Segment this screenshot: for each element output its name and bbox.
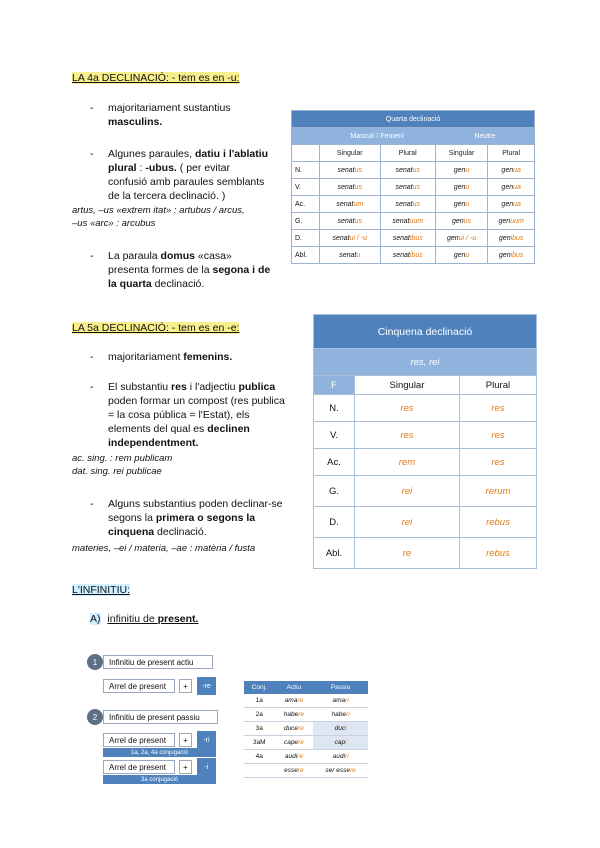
- word-stem: senat: [337, 217, 355, 225]
- table-row: [314, 449, 537, 476]
- example-line: ac. sing. : rem publicam: [72, 453, 173, 464]
- conjugation-label: 2a: [244, 708, 275, 722]
- word-stem: duc: [334, 725, 346, 732]
- infinitiu-title: [72, 584, 130, 596]
- passive-form: [313, 694, 368, 708]
- word-ending: us: [354, 183, 363, 191]
- case-label: G.: [292, 213, 320, 230]
- column-header: Singular: [355, 376, 460, 395]
- cinquena-declinacio-table: [313, 314, 537, 569]
- table-cell: [435, 179, 488, 196]
- word-ending: um: [353, 200, 364, 208]
- singular-form: rem: [355, 449, 460, 476]
- table-row: [244, 736, 368, 750]
- word-stem: gen: [453, 251, 466, 259]
- text-bold: domus: [160, 250, 195, 262]
- word-form: [338, 184, 363, 191]
- example-line: artus, –us «extrem itat» : artubus / arcus,: [72, 205, 245, 216]
- gender-header: F: [314, 376, 355, 395]
- case-label: D.: [292, 230, 320, 247]
- word-form: [499, 218, 524, 225]
- word-form: [393, 252, 423, 259]
- bullet-4a-1: [90, 101, 288, 129]
- word-form: [501, 201, 520, 208]
- word-stem: senat: [336, 200, 354, 208]
- table-cell: [380, 179, 435, 196]
- group-header: Masculí / Femení: [319, 128, 435, 145]
- word-ending: ri: [345, 697, 349, 704]
- text: majoritariament sustantius: [108, 102, 231, 114]
- case-label: Abl.: [314, 538, 355, 569]
- table-cell: [380, 196, 435, 213]
- word-ending: re: [350, 767, 356, 774]
- table-cell: [488, 162, 535, 179]
- text: poden formar un compost (res publica: [108, 395, 285, 407]
- column-header: Singular: [435, 145, 488, 162]
- word-form: [452, 218, 471, 225]
- text-bold: -ubus.: [145, 162, 177, 174]
- passive-form: [313, 736, 368, 750]
- plural-form: res: [459, 422, 536, 449]
- word-form: [499, 235, 524, 242]
- text: :: [136, 162, 146, 174]
- passive-form: [313, 708, 368, 722]
- table-row: [292, 213, 535, 230]
- word-form: [454, 201, 470, 208]
- word-form: [395, 184, 420, 191]
- word-stem: habe: [331, 711, 347, 718]
- section-5a-title-text: LA 5a DECLINACIÓ: - tem es en -e:: [72, 322, 240, 334]
- conjugation-label: 3aM: [244, 736, 275, 750]
- word-stem: gen: [453, 183, 466, 191]
- word-ending: u: [465, 166, 470, 174]
- word-stem: senat: [395, 200, 413, 208]
- word-stem: ama: [332, 697, 346, 704]
- singular-form: res: [355, 395, 460, 422]
- word-ending: re: [298, 725, 304, 732]
- word-form: [339, 252, 360, 259]
- word-stem: audi: [332, 753, 345, 760]
- active-form: [275, 750, 314, 764]
- word-ending: ri: [344, 753, 349, 760]
- table-row: [314, 476, 537, 507]
- singular-form: re: [355, 538, 460, 569]
- text-bold: publica: [238, 381, 276, 393]
- text: infinitiu de: [107, 613, 158, 625]
- word-ending: us: [412, 166, 420, 174]
- column-header: Passiu: [313, 681, 368, 694]
- table-body: [292, 162, 535, 264]
- bullet-dash: -: [90, 498, 94, 510]
- example-line: dat. sing. rei publicae: [72, 466, 162, 477]
- word-form: [447, 235, 476, 242]
- bullet-dash: -: [90, 351, 94, 363]
- word-form: [501, 167, 520, 174]
- text: majoritariament: [108, 351, 184, 363]
- word-stem: audi: [284, 753, 298, 760]
- singular-form: rei: [355, 507, 460, 538]
- infinitiu-actiu-label: Infinitiu de present actiu: [103, 655, 213, 669]
- word-stem: gen: [451, 217, 464, 225]
- word-ending: us: [412, 200, 420, 208]
- example-4a: [72, 204, 287, 230]
- word-ending: ibus: [409, 251, 423, 259]
- table-cell: [435, 162, 488, 179]
- table-cell: [488, 213, 535, 230]
- section-4a-title: [72, 72, 239, 84]
- word-ending: uum: [510, 217, 524, 225]
- text: de la tercera declinació. ): [108, 190, 226, 202]
- word-ending: uum: [409, 217, 424, 225]
- word-form: [338, 167, 363, 174]
- table-row: [314, 395, 537, 422]
- text: «casa»: [194, 250, 232, 262]
- text: Alguns substantius poden declinar-se: [108, 498, 283, 510]
- column-header: Plural: [459, 376, 536, 395]
- infinitiu-table: [244, 681, 368, 778]
- section-5a-title: [72, 322, 239, 334]
- text-bold: present.: [157, 613, 199, 625]
- word-form: [395, 201, 420, 208]
- word-stem: senat: [337, 166, 355, 174]
- table-cell: [319, 213, 380, 230]
- word-ending: ui / -u: [349, 234, 368, 242]
- infinitiu-title-text: L'INFINITIU:: [72, 584, 131, 596]
- word-stem: gen: [501, 200, 514, 208]
- word-form: [332, 235, 367, 242]
- table-cell: [380, 213, 435, 230]
- arrel-present-box: Arrel de present: [103, 733, 175, 747]
- word-ending: u: [356, 251, 361, 259]
- text-bold: cinquena: [108, 526, 155, 538]
- letter-marker: A): [90, 613, 101, 625]
- word-ending: re: [297, 697, 304, 704]
- word-ending: us: [354, 166, 363, 174]
- table-row: [292, 179, 535, 196]
- word-stem: gen: [453, 200, 466, 208]
- column-header: Plural: [380, 145, 435, 162]
- column-header: Singular: [319, 145, 380, 162]
- table-cell: [435, 196, 488, 213]
- column-header: Conj.: [244, 681, 275, 694]
- word-form: [392, 218, 423, 225]
- table-cell: [488, 179, 535, 196]
- plural-form: rebus: [459, 538, 536, 569]
- step-2-badge: 2: [87, 709, 103, 725]
- table-body: [314, 395, 537, 569]
- table-cell: [380, 230, 435, 247]
- table-cell: [488, 196, 535, 213]
- active-form: [275, 694, 314, 708]
- word-ending: ua: [513, 200, 521, 208]
- word-ending: i: [345, 725, 347, 732]
- text: La paraula: [108, 250, 161, 262]
- text-bold: datiu i l'ablatiu: [194, 148, 269, 160]
- word-stem: ser esse: [325, 767, 350, 774]
- table-row: [292, 196, 535, 213]
- singular-form: rei: [355, 476, 460, 507]
- text: presenta formes de la: [108, 264, 213, 276]
- plus-sign: +: [179, 760, 192, 774]
- bullet-dash: -: [90, 250, 94, 262]
- word-ending: ibus: [510, 251, 524, 259]
- case-label: V.: [314, 422, 355, 449]
- table-row: [244, 722, 368, 736]
- word-ending: ri: [346, 711, 350, 718]
- text: = la cosa pública = l'Estat), els: [108, 409, 250, 421]
- group-header: Neutre: [435, 128, 534, 145]
- table-row: [244, 750, 368, 764]
- text: i l'adjectiu: [186, 381, 239, 393]
- table-cell: [435, 230, 488, 247]
- conjugation-label: 3a: [244, 722, 275, 736]
- word-ending: us: [412, 183, 420, 191]
- table-cell: [319, 230, 380, 247]
- table-row: [292, 247, 535, 264]
- table-row: [314, 422, 537, 449]
- conjugation-label: 1a: [244, 694, 275, 708]
- word-form: [454, 167, 470, 174]
- case-label: Ac.: [314, 449, 355, 476]
- word-stem: cape: [283, 739, 299, 746]
- table-cell: [488, 247, 535, 264]
- table-cell: [435, 213, 488, 230]
- singular-form: res: [355, 422, 460, 449]
- table-row: [292, 230, 535, 247]
- word-form: [501, 184, 520, 191]
- text-bold: femenins.: [183, 351, 233, 363]
- word-stem: gen: [501, 166, 514, 174]
- text: ( per evitar: [176, 162, 230, 174]
- text-bold: plural: [108, 162, 137, 174]
- passive-form: [313, 722, 368, 736]
- bullet-dash: -: [90, 148, 94, 160]
- text: declinació.: [151, 278, 205, 290]
- table-cell: [380, 162, 435, 179]
- table-row: [244, 694, 368, 708]
- bullet-4a-3: [90, 249, 293, 291]
- word-form: [395, 167, 420, 174]
- word-ending: ua: [513, 166, 521, 174]
- text-bold: segona i de: [212, 264, 271, 276]
- conjugation-label: 4a: [244, 750, 275, 764]
- table-row: [244, 764, 368, 778]
- case-label: N.: [314, 395, 355, 422]
- word-ending: u: [465, 200, 470, 208]
- word-stem: habe: [283, 711, 299, 718]
- suffix-i: -i: [197, 758, 216, 776]
- case-label: V.: [292, 179, 320, 196]
- conjugation-label: [244, 764, 275, 778]
- bullet-5a-3: [90, 497, 308, 539]
- word-ending: ibus: [409, 234, 423, 242]
- table-title: Quarta declinació: [292, 111, 535, 128]
- word-form: [454, 184, 470, 191]
- active-form: [275, 736, 314, 750]
- bullet-dash: -: [90, 102, 94, 114]
- example-5a-2: [72, 542, 332, 555]
- word-stem: gen: [446, 234, 459, 242]
- column-header: Actiu: [275, 681, 314, 694]
- word-form: [499, 252, 524, 259]
- word-ending: u: [465, 251, 470, 259]
- section-4a-title-text: LA 4a DECLINACIÓ: - tem es en -u:: [72, 72, 240, 84]
- word-form: [454, 252, 470, 259]
- word-ending: u: [465, 183, 470, 191]
- suffix-re: -re: [197, 677, 216, 695]
- word-stem: ama: [284, 697, 298, 704]
- plural-form: rebus: [459, 507, 536, 538]
- word-stem: duce: [283, 725, 299, 732]
- table-row: [244, 708, 368, 722]
- infinitiu-passiu-label: Infinitiu de present passiu: [103, 710, 218, 724]
- word-ending: ua: [513, 183, 521, 191]
- case-label: D.: [314, 507, 355, 538]
- word-ending: i: [345, 739, 347, 746]
- bullet-5a-1: [90, 350, 298, 364]
- column-header: Plural: [488, 145, 535, 162]
- text-bold: independentment.: [108, 437, 199, 449]
- active-form: [275, 708, 314, 722]
- passive-form: [313, 750, 368, 764]
- word-stem: senat: [395, 183, 413, 191]
- text-bold: declinen: [207, 423, 250, 435]
- table-cell: [435, 247, 488, 264]
- text-bold: primera o segons la: [155, 512, 256, 524]
- word-stem: senat: [392, 234, 410, 242]
- example-line: materies, –ei / materia, –ae : matèria / fusta: [72, 543, 256, 554]
- active-form: [275, 764, 314, 778]
- note-tercera: 3a conjugació: [103, 775, 216, 784]
- word-ending: us: [354, 217, 363, 225]
- infinitiu-subtitle: [90, 613, 198, 625]
- word-stem: senat: [392, 217, 410, 225]
- table-cell: [319, 247, 380, 264]
- word-form: [336, 201, 363, 208]
- active-form: [275, 722, 314, 736]
- word-ending: us: [463, 217, 472, 225]
- text-bold: la quarta: [108, 278, 152, 290]
- word-ending: ibus: [510, 234, 524, 242]
- table-title: Cinquena declinació: [314, 315, 537, 349]
- text: confusió amb paraules semblants: [108, 176, 265, 188]
- case-label: G.: [314, 476, 355, 507]
- word-stem: esse: [284, 767, 298, 774]
- table-cell: [319, 196, 380, 213]
- table-subtitle: res, rei: [314, 349, 537, 376]
- word-stem: senat: [337, 183, 355, 191]
- word-stem: gen: [498, 217, 511, 225]
- word-ending: re: [297, 753, 303, 760]
- word-stem: gen: [501, 183, 514, 191]
- table-row: [292, 162, 535, 179]
- step-1-badge: 1: [87, 654, 103, 670]
- text: segons la: [108, 512, 156, 524]
- arrel-present-box: Arrel de present: [103, 679, 175, 693]
- table-cell: [319, 162, 380, 179]
- text: declinació.: [154, 526, 207, 538]
- table-cell: [319, 179, 380, 196]
- word-ending: ui / -u: [458, 234, 477, 242]
- case-label: Ac.: [292, 196, 320, 213]
- word-stem: senat: [339, 251, 357, 259]
- text: El substantiu: [108, 381, 172, 393]
- word-form: [338, 218, 363, 225]
- corner-cell: [292, 145, 320, 162]
- text: Algunes paraules,: [108, 148, 195, 160]
- word-ending: re: [298, 739, 304, 746]
- plural-form: rerum: [459, 476, 536, 507]
- bullet-5a-2: [90, 380, 308, 450]
- corner-cell: [292, 128, 320, 145]
- text: elements del qual es: [108, 423, 208, 435]
- word-stem: senat: [392, 251, 410, 259]
- word-stem: gen: [498, 251, 511, 259]
- plus-sign: +: [179, 733, 192, 747]
- plus-sign: +: [179, 679, 192, 693]
- table-cell: [488, 230, 535, 247]
- example-line: –us «arc» : arcubus: [72, 218, 156, 229]
- quarta-declinacio-table: [291, 110, 535, 264]
- case-label: Abl.: [292, 247, 320, 264]
- word-ending: re: [298, 711, 305, 718]
- bullet-dash: -: [90, 381, 94, 393]
- example-5a: [72, 452, 292, 478]
- text-bold: masculins.: [108, 116, 163, 128]
- word-stem: senat: [395, 166, 413, 174]
- table-row: [314, 507, 537, 538]
- bullet-4a-2: [90, 147, 298, 203]
- table-cell: [380, 247, 435, 264]
- case-label: N.: [292, 162, 320, 179]
- word-stem: senat: [332, 234, 350, 242]
- note-conjugacions: 1a, 2a, 4a conjugació: [103, 748, 216, 757]
- plural-form: res: [459, 449, 536, 476]
- table-row: [314, 538, 537, 569]
- table-body: [244, 694, 368, 778]
- passive-form: [313, 764, 368, 778]
- suffix-ri: -ri: [197, 731, 216, 749]
- word-form: [393, 235, 423, 242]
- text-bold: res: [171, 381, 187, 393]
- arrel-present-box: Arrel de present: [103, 760, 175, 774]
- word-stem: cap: [334, 739, 346, 746]
- plural-form: res: [459, 395, 536, 422]
- word-stem: gen: [453, 166, 466, 174]
- word-ending: re: [297, 767, 304, 774]
- word-stem: gen: [498, 234, 511, 242]
